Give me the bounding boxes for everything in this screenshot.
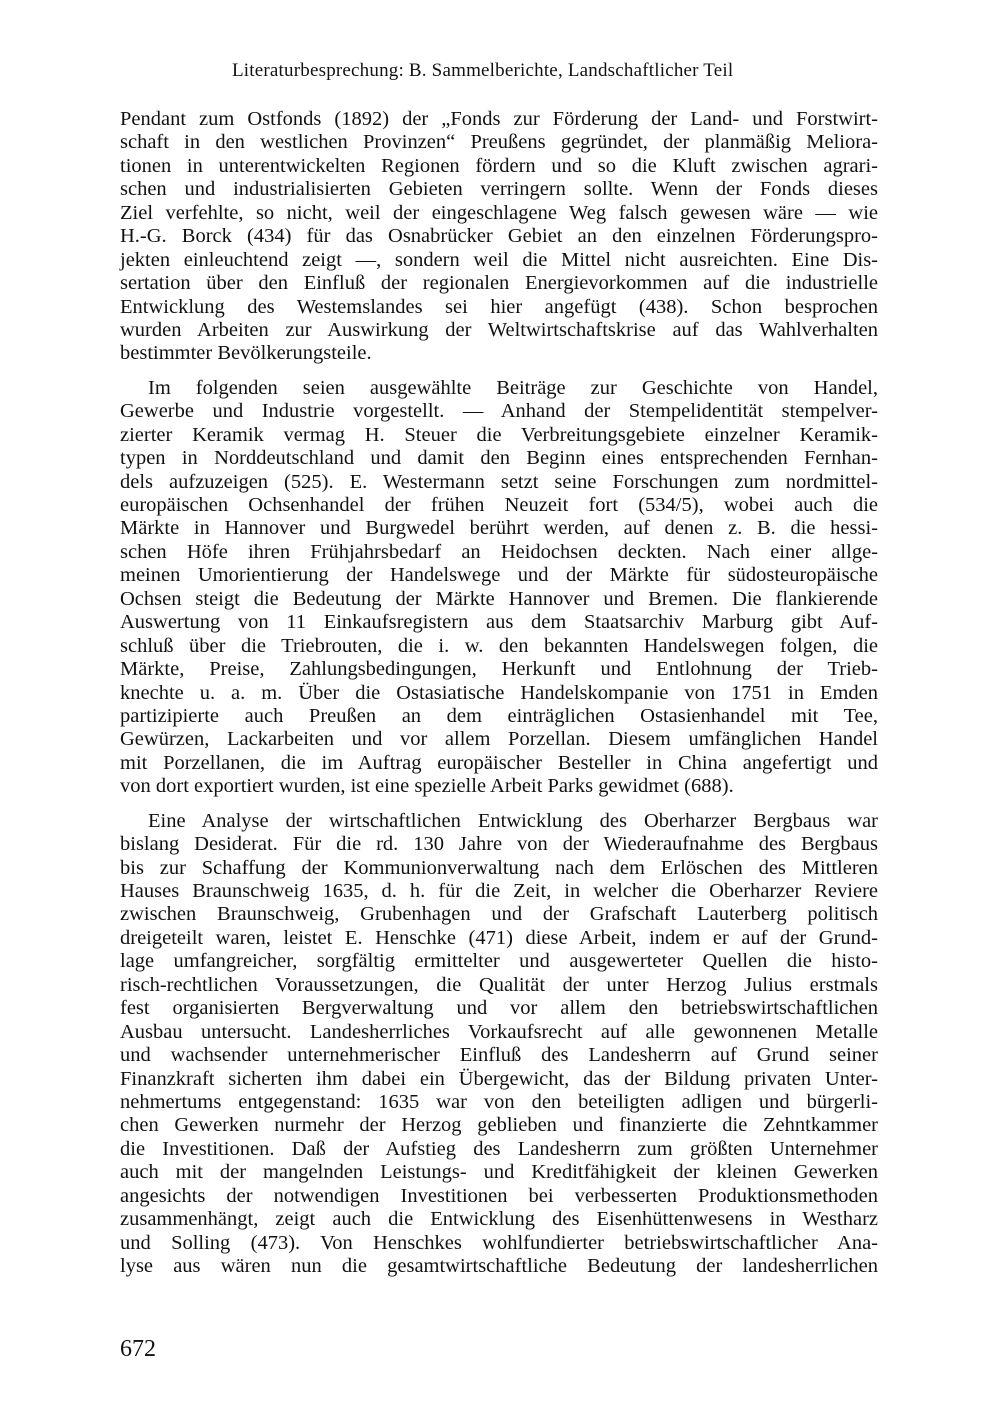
text-line: Im folgenden seien ausgewählte Beiträge zur Geschichte von Handel, [148,376,878,399]
text-line: schaft in den westlichen Provinzen“ Preußens gegründet, der planmäßig Meliora- [120,131,878,154]
text-line: Gewerbe und Industrie vorgestellt. — Anhand der Stempelidentität stempelver- [120,400,878,423]
paragraph-gap [120,366,878,377]
text-line: zusammenhängt, zeigt auch die Entwicklung des Eisenhüttenwesens in Westharz [120,1208,878,1231]
text-line: Ochsen steigt die Bedeutung der Märkte Hannover und Bremen. Die flankierende [120,587,878,610]
running-header: Literaturbesprechung: B. Sammelberichte, Landschaftlicher Teil [232,60,734,81]
text-line: meinen Umorientierung der Handelswege und der Märkte für südosteuropäische [120,564,878,587]
text-line: lyse aus wären nun die gesamtwirtschaftliche Bedeutung der landesherrlichen [120,1255,878,1277]
text-line: bislang Desiderat. Für die rd. 130 Jahre von der Wiederaufnahme des Bergbaus [120,833,878,856]
text-line: Hauses Braunschweig 1635, d. h. für die Zeit, in welcher die Oberharzer Reviere [120,880,878,902]
text-line: jekten einleuchtend zeigt —, sondern weil die Mittel nicht ausreichten. Eine Dis- [120,248,878,271]
text-line: fest organisierten Bergverwaltung und vor allem den betriebswirtschaftlichen [120,997,878,1020]
text-line: zwischen Braunschweig, Grubenhagen und der Grafschaft Lauterberg politisch [120,903,878,926]
text-line: angesichts der notwendigen Investitionen bei verbesserten Produktionsmethoden [120,1184,878,1207]
text-line: bis zur Schaffung der Kommunionverwaltung nach dem Erlöschen des Mittleren [120,856,878,879]
text-line: dreigeteilt waren, leistet E. Henschke (471) diese Arbeit, indem er auf der Grund- [120,926,878,949]
text-line: Auswertung von 11 Einkaufsregistern aus dem Staatsarchiv Marburg gibt Auf- [120,611,878,634]
text-line: Entwicklung des Westemslandes sei hier angefügt (438). Schon besprochen [120,295,878,318]
text-line: und wachsender unternehmerischer Einfluß des Landesherrn auf Grund seiner [120,1044,878,1067]
text-line: die Investitionen. Daß der Aufstieg des Landesherrn zum größten Unternehmer [120,1137,878,1160]
text-line: schen Höfe ihren Frühjahrsbedarf an Heidochsen deckten. Nach einer allge- [120,540,878,563]
text-line: bestimmter Bevölkerungsteile. [120,342,372,365]
text-line: chen Gewerken nurmehr der Herzog geblieben und finanzierte die Zehntkammer [120,1114,878,1137]
paragraph [120,108,878,366]
paragraph-gap [120,799,878,810]
text-line: partizipierte auch Preußen an dem einträglichen Ostasienhandel mit Tee, [120,704,878,727]
text-line: Märkte, Preise, Zahlungsbedingungen, Herkunft und Entlohnung der Trieb- [120,658,878,681]
text-line: sertation über den Einfluß der regionalen Energievorkommen auf die industrielle [120,272,878,295]
text-line: schen und industrialisierten Gebieten verringern sollte. Wenn der Fonds dieses [120,178,878,201]
text-line: und Solling (473). Von Henschkes wohlfundierter betriebswirtschaftlicher Ana- [120,1231,878,1254]
text-line: dels aufzuzeigen (525). E. Westermann setzt seine Forschungen zum nordmittel- [120,470,878,493]
text-line: zierter Keramik vermag H. Steuer die Verbreitungsgebiete einzelner Keramik- [120,423,878,446]
text-line: wurden Arbeiten zur Auswirkung der Weltwirtschaftskrise auf das Wahlverhalten [120,318,878,341]
text-line: Eine Analyse der wirtschaftlichen Entwicklung des Oberharzer Bergbaus war [148,809,878,832]
text-line: europäischen Ochsenhandel der frühen Neuzeit fort (534/5), wobei auch die [120,494,878,516]
body-text [120,108,878,1278]
text-line: lage umfangreicher, sorgfältig ermittelter und ausgewerteter Quellen die histo- [120,950,878,973]
paragraph [120,810,878,1279]
text-line: schluß über die Triebrouten, die i. w. den bekannten Handelswegen folgen, die [120,634,878,657]
text-line: Gewürzen, Lackarbeiten und vor allem Porzellan. Diesem umfänglichen Handel [120,728,878,751]
text-line: auch mit der mangelnden Leistungs- und Kreditfähigkeit der kleinen Gewerken [120,1161,878,1184]
text-line: tionen in unterentwickelten Regionen fördern und so die Kluft zwischen agrari- [120,154,878,177]
text-line: Ziel verfehlte, so nicht, weil der eingeschlagene Weg falsch gewesen wäre — wie [120,201,878,224]
text-line: Finanzkraft sicherten ihm dabei ein Übergewicht, das der Bildung privaten Unter- [120,1067,878,1090]
text-line: risch-rechtlichen Voraussetzungen, die Qualität der unter Herzog Julius erstmals [120,973,878,996]
text-line: mit Porzellanen, die im Auftrag europäischer Besteller in China angefertigt und [120,751,878,774]
text-line: Pendant zum Ostfonds (1892) der „Fonds zur Förderung der Land- und Forstwirt- [120,108,878,130]
text-line: von dort exportiert wurden, ist eine spezielle Arbeit Parks gewidmet (688). [120,775,734,798]
text-line: H.-G. Borck (434) für das Osnabrücker Gebiet an den einzelnen Förderungspro- [120,225,878,248]
text-line: Ausbau untersucht. Landesherrliches Vorkaufsrecht auf alle gewonnenen Metalle [120,1020,878,1043]
text-line: Märkte in Hannover und Burgwedel berührt werden, auf denen z. B. die hessi- [120,517,878,540]
text-line: knechte u. a. m. Über die Ostasiatische Handelskompanie von 1751 in Emden [120,681,878,704]
paragraph [120,377,878,799]
text-line: typen in Norddeutschland und damit den Beginn eines entsprechenden Fernhan- [120,447,878,470]
page-number: 672 [120,1336,156,1362]
text-line: nehmertums entgegenstand: 1635 war von den beteiligten adligen und bürgerli- [120,1090,878,1113]
